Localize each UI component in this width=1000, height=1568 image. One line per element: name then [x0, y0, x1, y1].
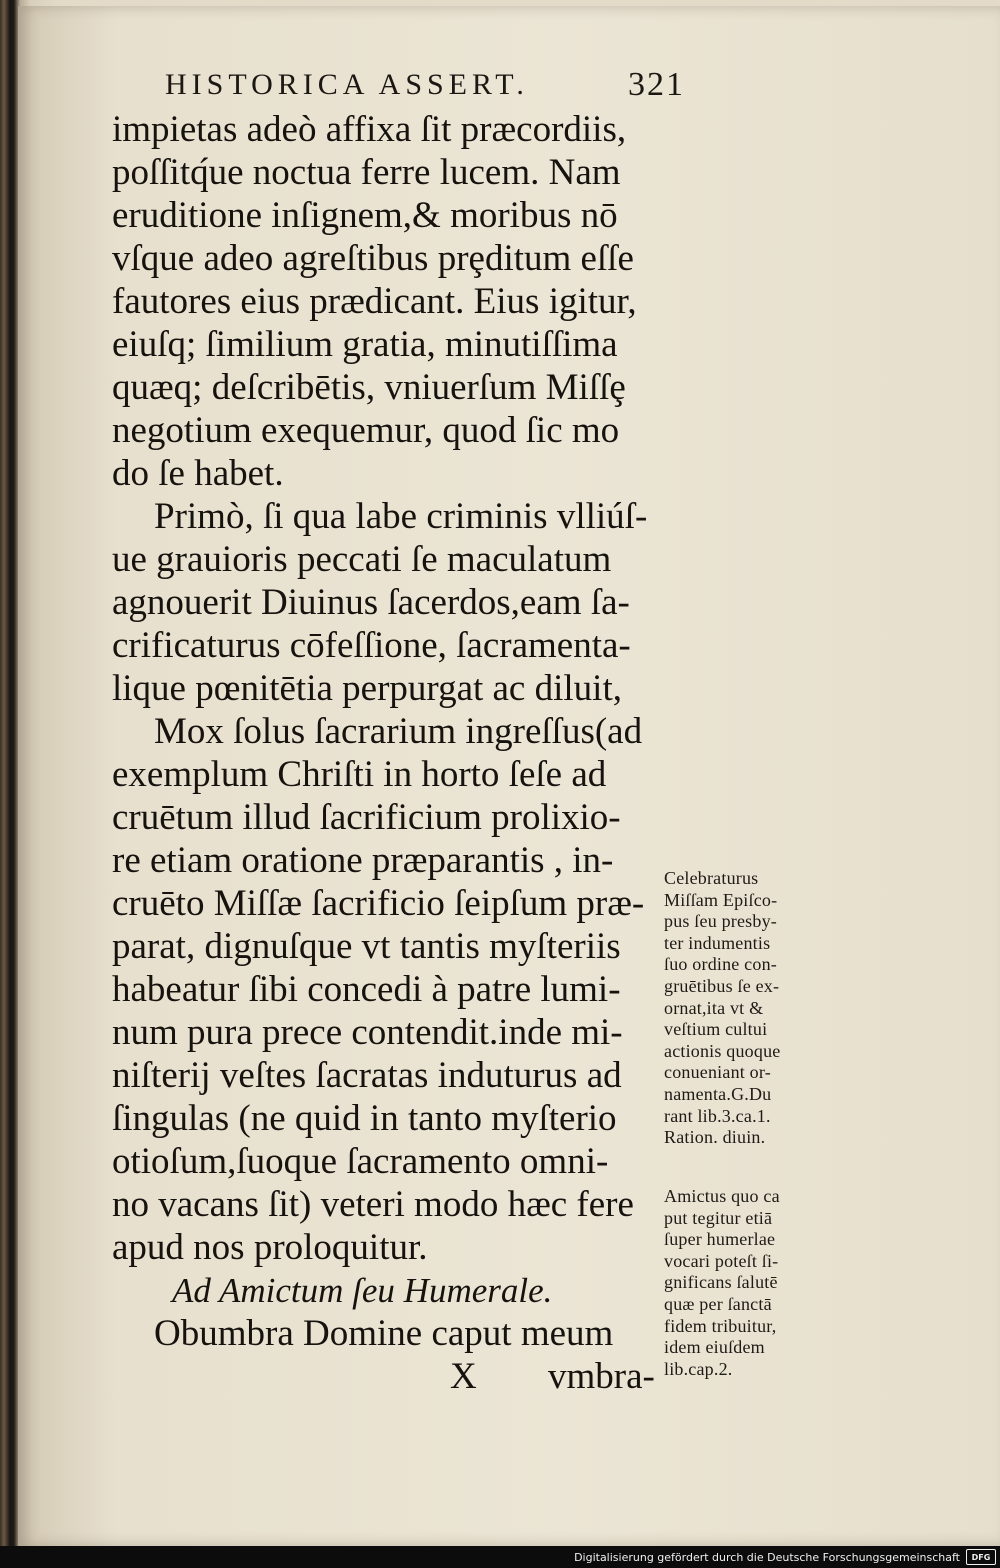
- margin-note-line: vocari poteſt ſi-: [664, 1250, 779, 1271]
- dfg-logo: [966, 1549, 996, 1565]
- margin-note-line: fidem tribuitur,: [664, 1315, 777, 1336]
- signature-mark: X: [450, 1356, 477, 1397]
- margin-note-line: ornat,ita vt &: [664, 997, 764, 1018]
- margin-note-line: ſuper humerlae: [664, 1229, 776, 1250]
- page-footer-line: [112, 1355, 672, 1398]
- margin-note-line: namenta.G.Du: [664, 1083, 772, 1104]
- text-line: otioſum,ſuoque ſacramento omni-: [112, 1141, 609, 1182]
- margin-note-line: pus ſeu presby-: [664, 911, 777, 932]
- margin-note-line: rant lib.3.ca.1.: [664, 1105, 771, 1126]
- text-line: quæq; deſcribētis, vniuerſum Miſſȩ: [112, 367, 626, 408]
- margin-note-line: ſuo ordine con-: [664, 954, 777, 975]
- text-line: do ſe habet.: [112, 453, 284, 494]
- margin-note-celebraturus: [664, 868, 824, 1149]
- text-line: parat, dignuſque vt tantis myſteriis: [112, 926, 621, 967]
- margin-note-line: Ration. diuin.: [664, 1127, 766, 1148]
- text-line: eiuſq; ſimilium gratia, minutiſſima: [112, 324, 618, 365]
- text-line: cruēto Miſſæ ſacrificio ſeipſum præ-: [112, 883, 645, 924]
- margin-note-line: gnificans ſalutē: [664, 1272, 778, 1293]
- paragraph-start-line: Primò, ſi qua labe criminis vlliúſ-: [154, 496, 648, 537]
- margin-note-line: gruētibus ſe ex-: [664, 975, 780, 996]
- text-line: poſſitq́ue noctua ferre lucem. Nam: [112, 152, 621, 193]
- main-text-block: [112, 108, 672, 1398]
- page-header: [125, 68, 685, 108]
- margin-note-line: quæ per ſanctā: [664, 1293, 772, 1314]
- margin-note-line: conueniant or-: [664, 1062, 771, 1083]
- text-line: re etiam oratione præparantis , in-: [112, 840, 614, 881]
- text-line: lique pœnitētia perpurgat ac diluit,: [112, 668, 622, 709]
- text-line: agnouerit Diuinus ſacerdos,eam ſa-: [112, 582, 630, 623]
- page-number: 321: [628, 66, 685, 103]
- margin-note-amictus: [664, 1186, 824, 1380]
- margin-note-line: idem eiuſdem: [664, 1337, 765, 1358]
- margin-note-line: Miſſam Epiſco-: [664, 889, 778, 910]
- text-line: eruditione inſignem,& moribus nō: [112, 195, 618, 236]
- text-line: niſterij veſtes ſacratas induturus ad: [112, 1055, 622, 1096]
- section-heading: Ad Amictum ſeu Humerale.: [172, 1271, 553, 1310]
- text-line: fautores eius prædicant. Eius igitur,: [112, 281, 637, 322]
- text-line: ue grauioris peccati ſe maculatum: [112, 539, 612, 580]
- margin-note-line: veſtium cultui: [664, 1019, 768, 1040]
- text-line: exemplum Chriſti in horto ſeſe ad: [112, 754, 607, 795]
- margin-note-line: Amictus quo ca: [664, 1186, 780, 1206]
- margin-note-line: put tegitur etiā: [664, 1207, 773, 1228]
- dfg-logo-text: DFG: [971, 1552, 991, 1562]
- paragraph-start-line: Obumbra Domine caput meum: [154, 1313, 614, 1354]
- running-title: HISTORICA ASSERT.: [165, 68, 529, 101]
- text-line: negotium exequemur, quod ſic mo: [112, 410, 620, 451]
- text-line: no vacans ſit) veteri modo hæc fere: [112, 1184, 634, 1225]
- text-line: impietas adeò affixa ſit præcordiis,: [112, 109, 627, 150]
- text-line: vſque adeo agreſtibus prȩditum eſſe: [112, 238, 634, 279]
- catchword: vmbra-: [548, 1356, 655, 1397]
- text-line: cruētum illud ſacrificium prolixio-: [112, 797, 621, 838]
- text-line: crificaturus cōfeſſione, ſacramenta-: [112, 625, 631, 666]
- margin-note-line: ter indumentis: [664, 932, 771, 953]
- dfg-credit-text: Digitalisierung gefördert durch die Deutsche Forschungsgemeinschaft: [574, 1550, 960, 1564]
- margin-note-line: lib.cap.2.: [664, 1358, 733, 1379]
- text-line: apud nos proloquitur.: [112, 1227, 428, 1268]
- text-line: num pura prece contendit.inde mi-: [112, 1012, 623, 1053]
- digitization-credit: [574, 1548, 996, 1566]
- paragraph-start-line: Mox ſolus ſacrarium ingreſſus(ad: [154, 711, 643, 752]
- margin-note-line: actionis quoque: [664, 1040, 781, 1061]
- text-line: ſingulas (ne quid in tanto myſterio: [112, 1098, 617, 1139]
- text-line: habeatur ſibi concedi à patre lumi-: [112, 969, 621, 1010]
- margin-note-line: Celebraturus: [664, 868, 759, 888]
